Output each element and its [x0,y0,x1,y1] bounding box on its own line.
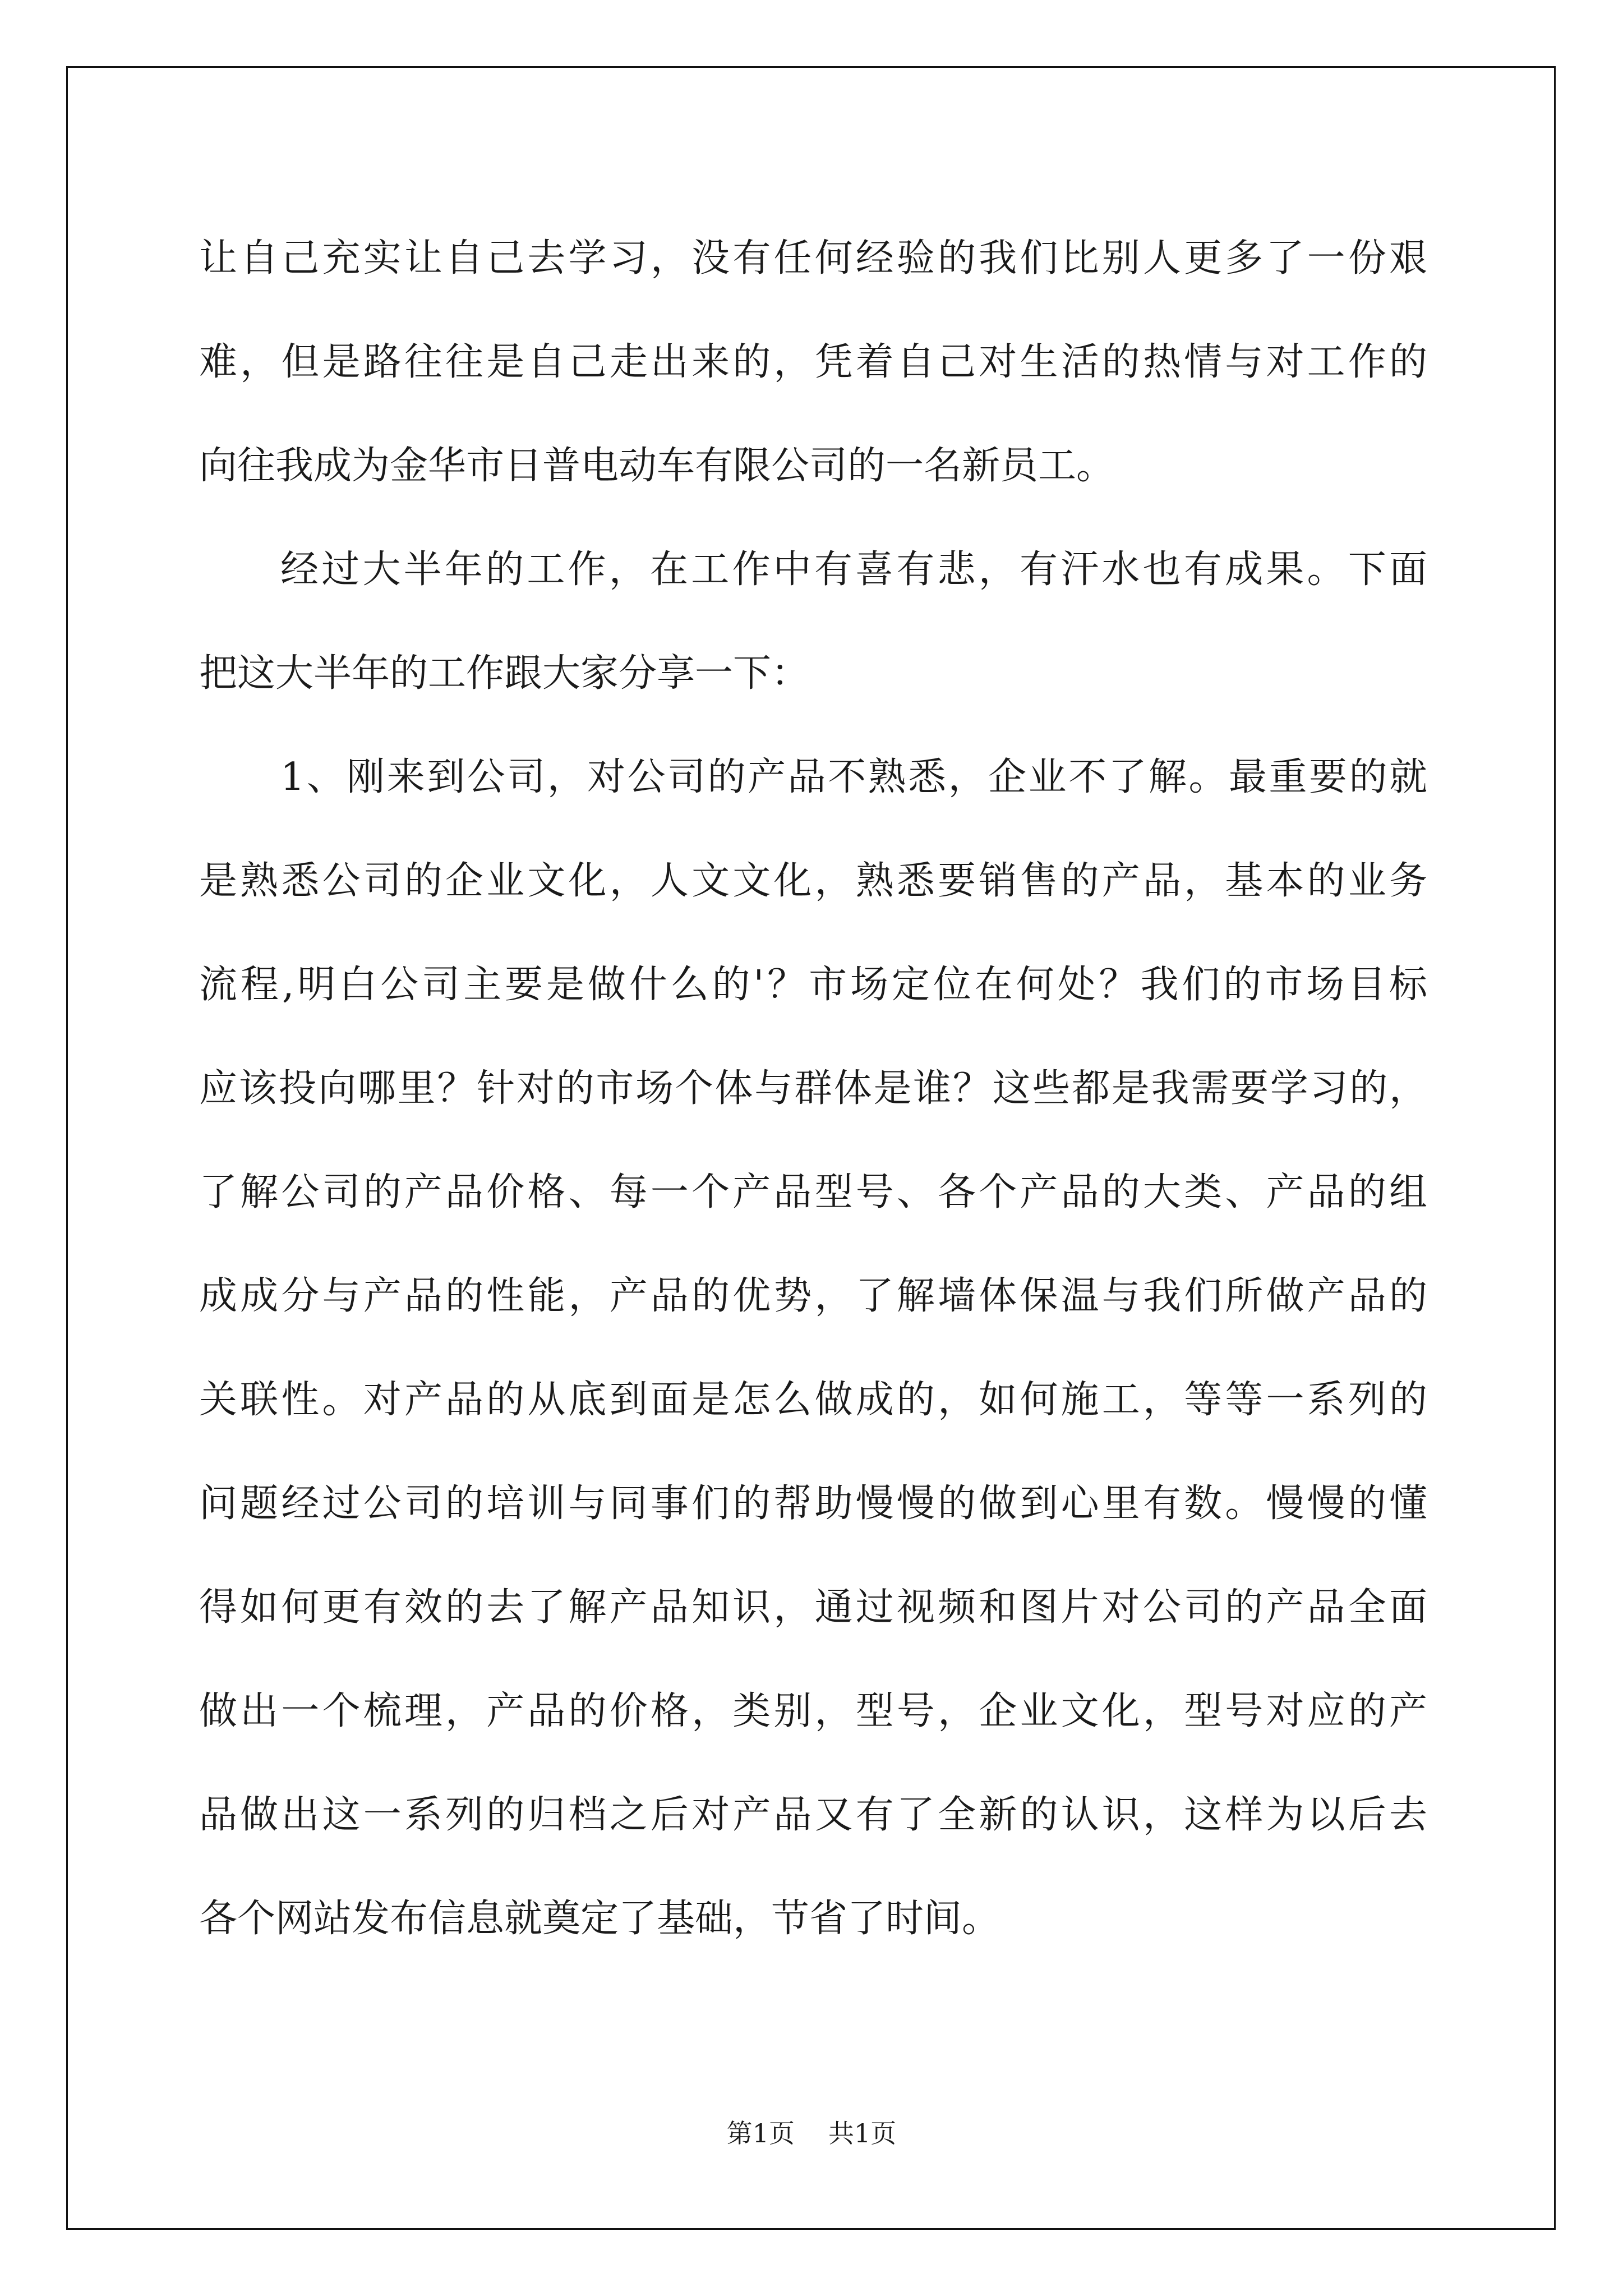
page-number: 第1页 [726,2118,795,2148]
text-line: 难，但是路往往是自己走出来的，凭着自己对生活的热情与对工作的 [199,340,1427,384]
text-line: 成成分与产品的性能，产品的优势，了解墙体保温与我们所做产品的 [199,1274,1427,1318]
text-line: 关联性。对产品的从底到面是怎么做成的，如何施工，等等一系列的 [199,1378,1427,1422]
text-line: 了解公司的产品价格、每一个产品型号、各个产品的大类、产品的组 [199,1170,1427,1214]
text-line: 把这大半年的工作跟大家分享一下： [199,651,810,696]
text-line: 问题经过公司的培训与同事们的帮助慢慢的做到心里有数。慢慢的懂 [199,1481,1427,1526]
text-line: 1、刚来到公司，对公司的产品不熟悉，企业不了解。最重要的就 [280,755,1427,799]
text-line: 让自己充实让自己去学习，没有任何经验的我们比别人更多了一份艰 [199,236,1427,280]
document-body [199,206,1427,1971]
text-line: 做出一个梳理，产品的价格，类别，型号，企业文化，型号对应的产 [199,1689,1427,1733]
text-line: 向往我成为金华市日普电动车有限公司的一名新员工。 [199,444,1115,488]
page-total: 共1页 [828,2118,897,2148]
text-line: 经过大半年的工作，在工作中有喜有悲，有汗水也有成果。下面 [280,547,1427,592]
text-line: 是熟悉公司的企业文化，人文文化，熟悉要销售的产品，基本的业务 [199,859,1427,903]
page-footer [0,2116,1623,2150]
text-line: 各个网站发布信息就奠定了基础，节省了时间。 [199,1897,1000,1941]
text-line: 品做出这一系列的归档之后对产品又有了全新的认识，这样为以后去 [199,1793,1427,1837]
text-line: 流程,明白公司主要是做什么的'？市场定位在何处？我们的市场目标 [199,963,1427,1007]
text-line: 应该投向哪里？针对的市场个体与群体是谁？这些都是我需要学习的， [199,1066,1427,1111]
text-line: 得如何更有效的去了解产品知识，通过视频和图片对公司的产品全面 [199,1585,1427,1630]
